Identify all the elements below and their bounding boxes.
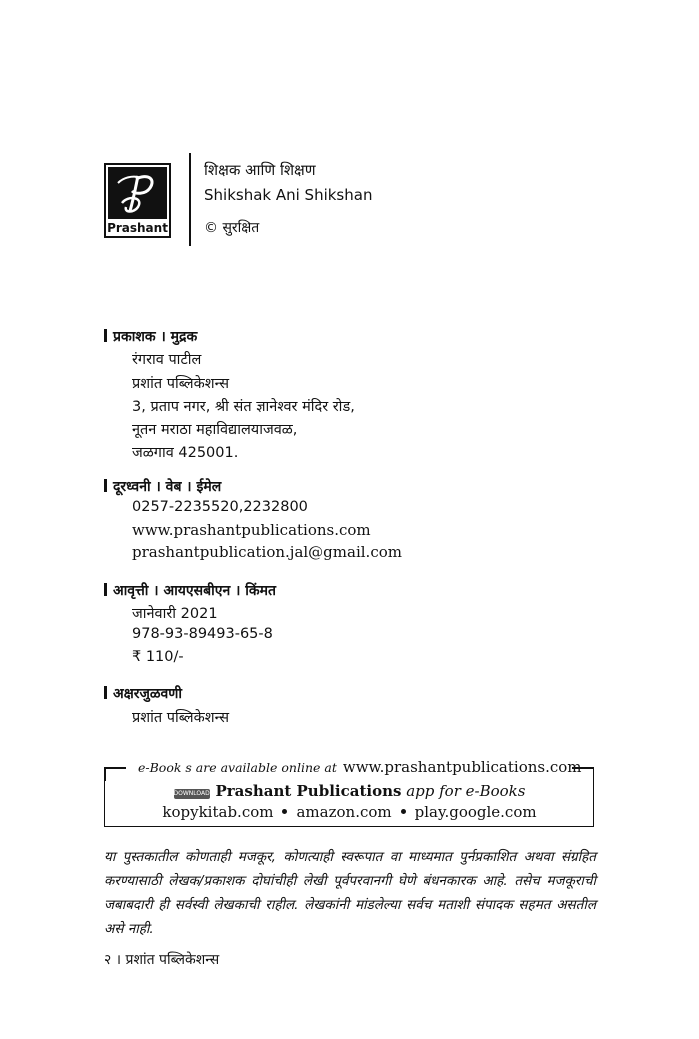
publisher-name: रंगराव पाटील bbox=[132, 352, 202, 368]
bullet-icon bbox=[401, 809, 406, 814]
typesetting-heading-text: अक्षरजुळवणी bbox=[113, 686, 183, 702]
download-badge-icon[interactable]: DOWNLOAD bbox=[173, 790, 210, 797]
publisher-heading-text: प्रकाशक । मुद्रक bbox=[113, 329, 198, 345]
contact-heading-text: दूरध्वनी । वेब । ईमेल bbox=[113, 479, 222, 495]
email-link[interactable]: prashantpublication.jal@gmail.com bbox=[132, 543, 402, 561]
price: ₹ 110/- bbox=[132, 649, 184, 665]
logo-brand-text: Prashant bbox=[107, 221, 168, 235]
copyright-notice: © सुरक्षित bbox=[204, 220, 260, 236]
divider bbox=[189, 153, 191, 246]
book-title-marathi: शिक्षक आणि शिक्षण bbox=[204, 161, 316, 179]
edition-date: जानेवारी 2021 bbox=[132, 606, 218, 622]
publisher-heading bbox=[104, 327, 197, 346]
isbn-number: 978-93-89493-65-8 bbox=[132, 626, 273, 642]
section-bar bbox=[104, 686, 107, 699]
section-bar bbox=[104, 479, 107, 492]
publisher-address-2: नूतन मराठा महाविद्यालयाजवळ, bbox=[132, 422, 298, 438]
store-google-play-link[interactable]: play.google.com bbox=[414, 803, 537, 821]
ebook-url-link[interactable]: www.prashantpublications.com bbox=[342, 758, 582, 776]
edition-heading-text: आवृत्ती । आयएसबीएन । किंमत bbox=[113, 583, 276, 599]
disclaimer-text: या पुस्तकातील कोणताही मजकूर, कोणत्याही स्वरूपात वा माध्यमात पुर्नप्रकाशित अथवा संग्रहित करण्यासाठी लेखक/प्रकाशक दोघांचीही लेखी पूर्वपरवानगी घेणे बंधनकारक आहे. तसेच मजकूराची जबाबदारी ही सर्वस्वी लेखकाची राहील. लेखकांनी मांडलेल्या सर्वच मताशी संपादक सहमत असतील असे नाही. bbox=[104, 849, 596, 937]
phone-number: 0257-2235520,2232800 bbox=[132, 499, 308, 515]
publisher-address-1: 3, प्रताप नगर, श्री संत ज्ञानेश्वर मंदिर रोड, bbox=[132, 399, 355, 415]
edition-heading bbox=[104, 581, 276, 600]
ebook-availability bbox=[138, 758, 582, 776]
publisher-logo bbox=[104, 163, 171, 238]
website-link[interactable]: www.prashantpublications.com bbox=[132, 521, 371, 539]
publisher-address-3: जळगाव 425001. bbox=[132, 445, 239, 461]
bullet-icon bbox=[282, 809, 287, 814]
section-bar bbox=[104, 583, 107, 596]
app-suffix: app for e-Books bbox=[406, 782, 526, 800]
store-amazon-link[interactable]: amazon.com bbox=[296, 803, 392, 821]
typesetting-value: प्रशांत पब्लिकेशन्स bbox=[132, 710, 230, 726]
publisher-company: प्रशांत पब्लिकेशन्स bbox=[132, 376, 230, 392]
app-name: Prashant Publications bbox=[215, 782, 402, 800]
app-line bbox=[0, 782, 699, 800]
page-footer: २ । प्रशांत पब्लिकेशन्स bbox=[104, 952, 220, 968]
section-bar bbox=[104, 329, 107, 342]
store-kopykitab-link[interactable]: kopykitab.com bbox=[162, 803, 274, 821]
stores-line bbox=[0, 803, 699, 821]
typesetting-heading bbox=[104, 684, 182, 703]
contact-heading bbox=[104, 477, 221, 496]
ebook-lead-text: e-Book s are available online at bbox=[138, 760, 337, 775]
p-monogram-icon bbox=[108, 167, 167, 219]
book-title-english: Shikshak Ani Shikshan bbox=[204, 186, 373, 204]
